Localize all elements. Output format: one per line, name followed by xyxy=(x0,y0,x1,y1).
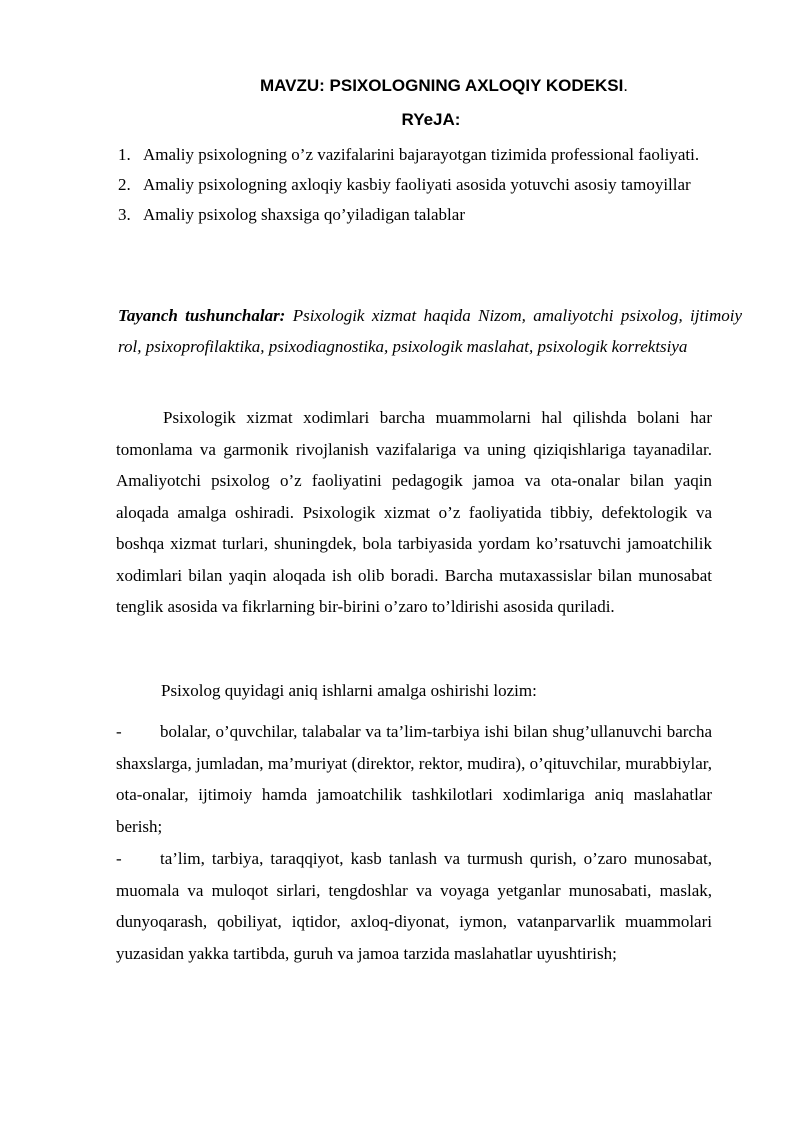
paragraph-text: Psixologik xizmat xodimlari barcha muammolarni hal qilishda bolani har tomonlama va garmonik rivojlanish vazifalariga va uning qiziqishlariga tayanadilar. Amaliyotchi psixolog o’z faoliyatini pedagogik jamoa va ota-onalar bilan yaqin aloqada amalga oshiradi. Psixologik xizmat o’z faoliyatida tibbiy, defektologik va boshqa xizmat turlari, shuningdek, bola tarbiyasida yordam ko’rsatuvchi jamoatchilik xodimlari bilan yaqin aloqada ish olib boradi. Barcha mutaxassislar bilan munosabat tenglik asosida va fikrlarning bir-birini o’zaro to’ldirishi asosida quriladi. xyxy=(116,408,712,616)
plan-heading: RYeJA: xyxy=(401,110,461,129)
list-item xyxy=(116,843,712,969)
plan-item xyxy=(118,200,742,230)
paragraph xyxy=(116,675,712,707)
list-item-text: ta’lim, tarbiya, taraqqiyot, kasb tanlash va turmush qurish, o’zaro munosabat, muomala va muloqot sirlari, tengdoshlar va voyaga yetganlar munosabati, maslak, dunyoqarash, qobiliyat, iqtidor, axloq-diyonat, iymon, vatanparvarlik muammolari yuzasidan yakka tartibda, guruh va jamoa tarzida maslahatlar uyushtirish; xyxy=(116,849,712,963)
plan-item-number: 1. xyxy=(118,145,131,164)
plan-item-text: Amaliy psixologning axloqiy kasbiy faoliyati asosida yotuvchi asosiy tamoyillar xyxy=(143,175,691,194)
plan-item-number: 3. xyxy=(118,205,131,224)
paragraph-text: Psixolog quyidagi aniq ishlarni amalga oshirishi lozim: xyxy=(161,681,537,700)
key-concepts xyxy=(118,300,742,362)
plan-list xyxy=(118,140,742,230)
plan-item xyxy=(118,170,742,200)
key-concepts-text: Psixologik xizmat haqida Nizom, amaliyotchi psixolog, ijtimoiy rol, psixoprofilaktika, psixodiagnostika, psixologik maslahat, psixologik korrektsiya xyxy=(118,306,742,356)
paragraph xyxy=(116,402,712,623)
title-period: . xyxy=(623,76,629,95)
plan-item-number: 2. xyxy=(118,175,131,194)
page-title xyxy=(0,76,800,96)
list-item xyxy=(116,716,712,842)
key-concepts-label: Tayanch tushunchalar: xyxy=(118,306,286,325)
plan-item xyxy=(118,140,742,170)
bullet-marker: - xyxy=(116,722,122,741)
plan-item-text: Amaliy psixolog shaxsiga qo’yiladigan talablar xyxy=(143,205,465,224)
title-text: MAVZU: PSIXOLOGNING AXLOQIY KODEKSI xyxy=(259,76,624,95)
plan-item-text: Amaliy psixologning o’z vazifalarini bajarayotgan tizimida professional faoliyati. xyxy=(143,145,700,164)
list-item-text: bolalar, o’quvchilar, talabalar va ta’lim-tarbiya ishi bilan shug’ullanuvchi barcha shaxslarga, jumladan, ma’muriyat (direktor, rektor, mudira), o’qituvchilar, murabbiylar, ota-onalar, ijtimoiy hamda jamoatchilik tashkilotlari xodimlariga aniq maslahatlar berish; xyxy=(116,722,712,836)
bullet-marker: - xyxy=(116,849,122,868)
